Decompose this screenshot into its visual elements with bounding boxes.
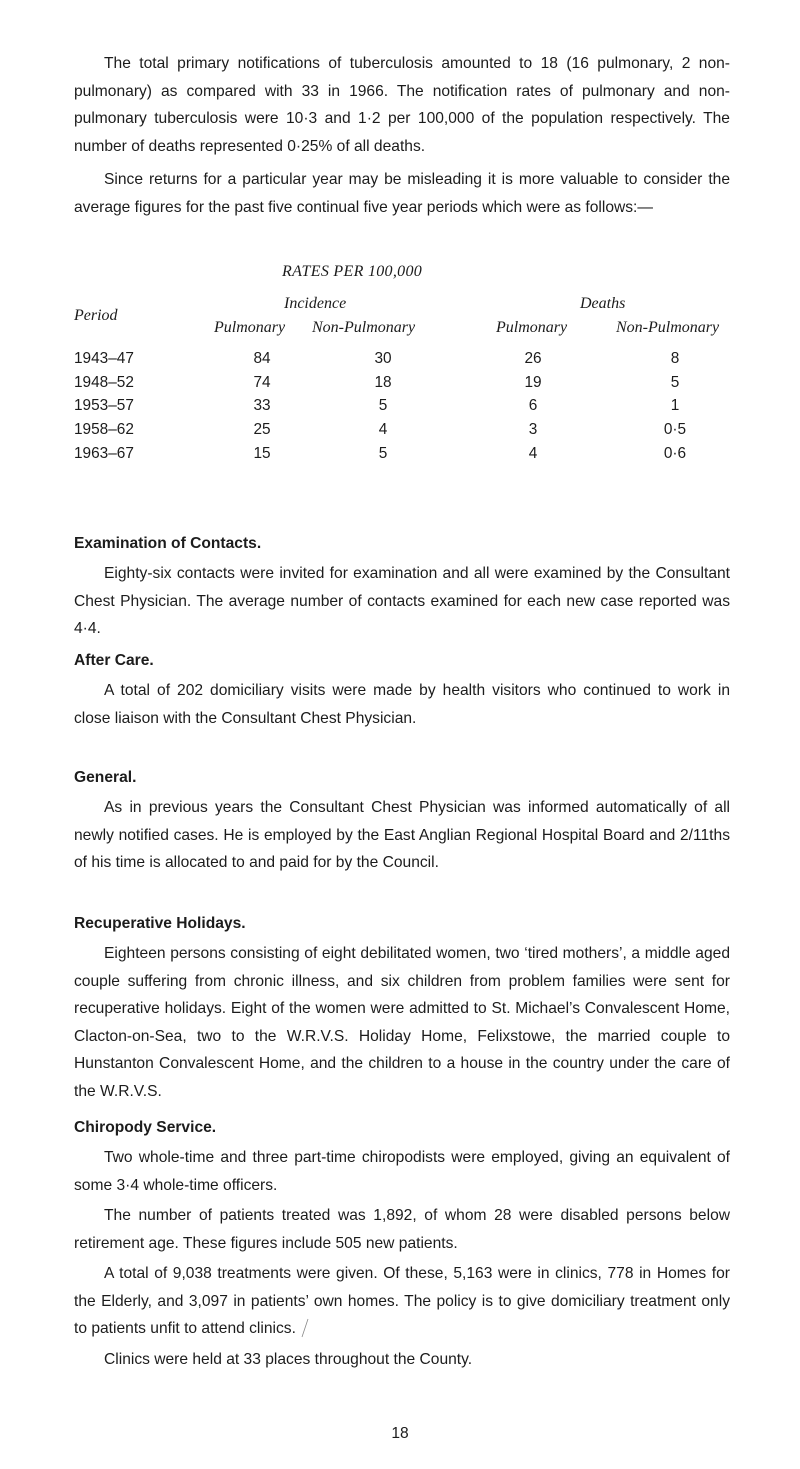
row-incidence-pulmonary: 33: [253, 397, 271, 414]
row-incidence-non-pulmonary: 4: [378, 421, 388, 438]
general-paragraph: As in previous years the Consultant Chest Physician was informed automatically of all newly notified cases. He is employed by the East Anglian Regional Hospital Board and 2/11ths of his time is allocated to and paid for by the Council.: [74, 799, 730, 871]
chiropody-paragraph-4: Clinics were held at 33 places throughout the County.: [104, 1351, 473, 1368]
deaths-non-pulmonary-header: Non-Pulmonary: [616, 319, 720, 336]
intro-paragraph-1: The total primary notifications of tuberculosis amounted to 18 (16 pulmonary, 2 non-pulmonary) as compared with 33 in 1966. The notification rates of pulmonary and non-pulmonary tuberculosis were 10·3 and 1·2 per 100,000 of the population respectively. The number of deaths represented 0·25% of all deaths.: [74, 55, 730, 155]
chiropody-paragraph-3: A total of 9,038 treatments were given. Of these, 5,163 were in clinics, 778 in Homes for the Elderly, and 3,097 in patients’ own homes. The policy is to give domiciliary treatment only to patients unfit to attend clinics.: [74, 1265, 730, 1337]
after-care-heading: After Care.: [74, 652, 154, 669]
row-deaths-non-pulmonary: 0·6: [663, 445, 687, 462]
row-period: 1953–57: [74, 397, 134, 414]
row-deaths-pulmonary: 19: [524, 374, 542, 391]
chiropody-heading: Chiropody Service.: [74, 1119, 217, 1136]
recuperative-paragraph: Eighteen persons consisting of eight debilitated women, two ‘tired mothers’, a middle aged couple suffering from chronic illness, and six children from problem families were sent for recuperative holidays. Eight of the women were admitted to St. Michael’s Convalescent Home, Clacton-on-Sea, two to the W.R.V.S. Holiday Home, Felixstowe, the married couple to Hunstanton Convalescent Home, and the children to a house in the country under the care of the W.R.V.S.: [74, 945, 730, 1100]
document-page: The total primary notifications of tuberculosis amounted to 18 (16 pulmonary, 2 non-pulmonary) as compared with 33 in 1966. The notification rates of pulmonary and non-pulmonary tuberculosis were 10·3 and 1·2 per 100,000 of the population respectively. The number of deaths represented 0·25% of all deaths. Since returns for a particular year may be misleading it is more valuable to consider the average figures for the past five continual five year periods which were as follows:— RATES PER 100,000 Period Incidence Deaths Pulmonary Non-Pulmonary Pulmonary Non-Pulmonary 1943–47 84 30 26 8 1948–52 74 18 19 5 1953–57 33 5 6 1 1958–62 25 4 3 0·5 1963–67 15 5 4 0·6 Examination of Contacts. Eighty-six contacts were invited for examination and all were examined by the Consultant Chest Physician. The average number of contacts examined for each new case reported was 4·4. After Care. A total of 202 domiciliary visits were made by health visitors who continued to work in close liaison with the Consultant Chest Physician. General. As in previous years the Consultant Chest Physician was informed automatically of all newly notified cases. He is employed by the East Anglian Regional Hospital Board and 2/11ths of his time is allocated to and paid for by the Council. Recuperative Holidays. Eighteen persons consisting of eight debilitated women, two ‘tired mothers’, a middle aged couple suffering from chronic illness, and six children from problem families were sent for recuperative holidays. Eight of the women were admitted to St. Michael’s Convalescent Home, Clacton-on-Sea, two to the W.R.V.S. Holiday Home, Felixstowe, the married couple to Hunstanton Convalescent Home, and the children to a house in the country under the care of the W.R.V.S. Chiropody Service. Two whole-time and three part-time chiropodists were employed, giving an equivalent of some 3·4 whole-time officers. The number of patients treated was 1,892, of whom 28 were disabled persons below retirement age. These figures include 505 new patients. A total of 9,038 treatments were given. Of these, 5,163 were in clinics, 778 in Homes for the Elderly, and 3,097 in patients’ own homes. The policy is to give domiciliary treatment only to patients unfit to attend clinics. Clinics were held at 33 places throughout the County. 18: [0, 0, 800, 1469]
incidence-non-pulmonary-header: Non-Pulmonary: [312, 319, 416, 336]
row-deaths-non-pulmonary: 5: [670, 374, 680, 391]
row-deaths-pulmonary: 4: [528, 445, 538, 462]
page-number: 18: [391, 1425, 409, 1442]
row-incidence-non-pulmonary: 30: [374, 350, 392, 367]
row-incidence-pulmonary: 84: [253, 350, 271, 367]
after-care-paragraph: A total of 202 domiciliary visits were made by health visitors who continued to work in close liaison with the Consultant Chest Physician.: [74, 682, 730, 727]
row-deaths-non-pulmonary: 8: [670, 350, 680, 367]
general-heading: General.: [74, 769, 137, 786]
row-incidence-non-pulmonary: 5: [378, 445, 388, 462]
incidence-header: Incidence: [284, 295, 347, 312]
row-incidence-pulmonary: 74: [253, 374, 271, 391]
row-deaths-pulmonary: 3: [528, 421, 538, 438]
row-deaths-non-pulmonary: 0·5: [663, 421, 687, 438]
period-header: Period: [74, 307, 118, 324]
row-deaths-pulmonary: 6: [528, 397, 538, 414]
chiropody-paragraph-1: Two whole-time and three part-time chiropodists were employed, giving an equivalent of some 3·4 whole-time officers.: [74, 1149, 730, 1194]
row-incidence-non-pulmonary: 18: [374, 374, 392, 391]
row-incidence-non-pulmonary: 5: [378, 397, 388, 414]
row-period: 1958–62: [74, 421, 134, 438]
deaths-header: Deaths: [580, 295, 626, 312]
row-incidence-pulmonary: 15: [253, 445, 271, 462]
contacts-paragraph: Eighty-six contacts were invited for examination and all were examined by the Consultant Chest Physician. The average number of contacts examined for each new case reported was 4·4.: [74, 565, 730, 637]
stray-pen-mark: [300, 1318, 310, 1338]
recuperative-heading: Recuperative Holidays.: [74, 915, 246, 932]
row-period: 1948–52: [74, 374, 134, 391]
incidence-pulmonary-header: Pulmonary: [214, 319, 286, 336]
row-deaths-pulmonary: 26: [524, 350, 542, 367]
row-deaths-non-pulmonary: 1: [670, 397, 680, 414]
chiropody-paragraph-2: The number of patients treated was 1,892, of whom 28 were disabled persons below retirement age. These figures include 505 new patients.: [74, 1207, 730, 1252]
intro-paragraph-2: Since returns for a particular year may be misleading it is more valuable to consider the average figures for the past five continual five year periods which were as follows:—: [74, 171, 730, 216]
contacts-heading: Examination of Contacts.: [74, 535, 262, 552]
deaths-pulmonary-header: Pulmonary: [496, 319, 568, 336]
row-incidence-pulmonary: 25: [253, 421, 271, 438]
row-period: 1963–67: [74, 445, 134, 462]
row-period: 1943–47: [74, 350, 134, 367]
